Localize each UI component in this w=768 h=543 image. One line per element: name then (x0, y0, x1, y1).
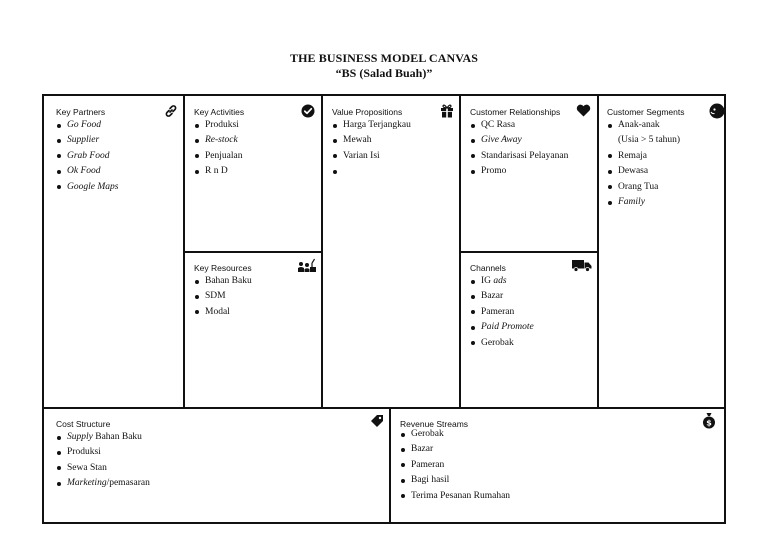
list-item: Supplier (56, 133, 118, 148)
key-resources-list (194, 274, 252, 320)
key-activities-list (194, 118, 242, 180)
list-item-text: ads (493, 276, 507, 286)
svg-text:$: $ (706, 418, 712, 428)
list-item: Paid Promote (470, 320, 534, 335)
customer-segments-block (597, 96, 724, 407)
cost-structure-list (56, 430, 150, 492)
list-item: Bazar (470, 289, 534, 304)
list-item: Modal (194, 305, 252, 320)
key-activities-heading: Key Activities (194, 107, 245, 117)
customer-relationships-list (470, 118, 568, 180)
list-item: SDM (194, 289, 252, 304)
list-item: Sewa Stan (56, 461, 150, 476)
list-item: Bazar (400, 442, 510, 457)
list-item: Go Food (56, 118, 118, 133)
list-item: Grab Food (56, 149, 118, 164)
list-item: Bahan Baku (194, 274, 252, 289)
channels-list (470, 274, 534, 351)
list-item: Re-stock (194, 133, 242, 148)
revenue-streams-heading: Revenue Streams (400, 419, 469, 429)
list-item-text: IG (481, 276, 492, 286)
truck-icon (572, 260, 592, 272)
list-item: Orang Tua (607, 180, 680, 195)
gift-icon (440, 103, 454, 118)
list-item: R n D (194, 164, 242, 179)
list-item: Gerobak (470, 336, 534, 351)
face-icon (709, 103, 725, 119)
value-propositions-heading: Value Propositions (332, 107, 403, 117)
canvas-title: THE BUSINESS MODEL CANVAS (289, 51, 478, 65)
key-partners-block (44, 96, 183, 407)
list-item: Give Away (470, 133, 568, 148)
list-item: Produksi (194, 118, 242, 133)
list-item: Terima Pesanan Rumahan (400, 489, 510, 504)
list-item: Dewasa (607, 164, 680, 179)
list-item: Family (607, 195, 680, 210)
list-item: (Usia > 5 tahun) (618, 135, 681, 146)
worker-icon (297, 258, 317, 273)
check-circle-icon (301, 104, 315, 118)
list-item: Varian Isi (332, 149, 411, 164)
list-item-text: /pemasaran (106, 478, 150, 489)
list-item: Standarisasi Pelayanan (470, 149, 568, 164)
list-item: QC Rasa (470, 118, 568, 133)
list-item: Produksi (56, 445, 150, 460)
value-propositions-list (332, 118, 411, 164)
key-activities-block (183, 96, 321, 251)
list-item (470, 274, 534, 289)
cost-structure-block (44, 408, 389, 524)
customer-segments-list (607, 118, 680, 210)
list-item: Harga Terjangkau (332, 118, 411, 133)
list-item: Gerobak (400, 427, 510, 442)
heart-icon (576, 104, 591, 117)
business-model-canvas (42, 94, 726, 524)
revenue-streams-list (400, 427, 510, 504)
list-item: Google Maps (56, 180, 118, 195)
cost-structure-heading: Cost Structure (56, 419, 111, 429)
price-tag-icon (370, 414, 384, 428)
list-item: Pameran (470, 305, 534, 320)
list-item: Anak-anak (607, 118, 680, 133)
list-item: Remaja (607, 149, 680, 164)
key-partners-heading: Key Partners (56, 107, 106, 117)
list-item-text: Bahan Baku (95, 432, 142, 442)
list-item-text: Supply (67, 432, 93, 442)
canvas-subtitle: “BS (Salad Buah)” (335, 66, 433, 80)
key-resources-heading: Key Resources (194, 263, 252, 273)
customer-segments-heading: Customer Segments (607, 107, 685, 117)
key-resources-block (183, 252, 321, 407)
link-icon (164, 104, 178, 118)
list-item: Mewah (332, 133, 411, 148)
channels-heading: Channels (470, 263, 506, 273)
key-partners-list (56, 118, 118, 195)
list-item: Pameran (400, 458, 510, 473)
money-bag-icon (702, 412, 716, 429)
customer-relationships-block (459, 96, 597, 251)
customer-relationships-heading: Customer Relationships (470, 107, 561, 117)
list-item (56, 476, 150, 491)
list-item (56, 430, 150, 445)
list-item: Penjualan (194, 149, 242, 164)
list-item-text: Marketing (67, 478, 107, 489)
value-propositions-block (321, 96, 459, 407)
list-item: Bagi hasil (400, 473, 510, 488)
list-item: Promo (470, 164, 568, 179)
channels-block (459, 252, 597, 407)
list-item: Ok Food (56, 164, 118, 179)
revenue-streams-block (390, 408, 724, 524)
